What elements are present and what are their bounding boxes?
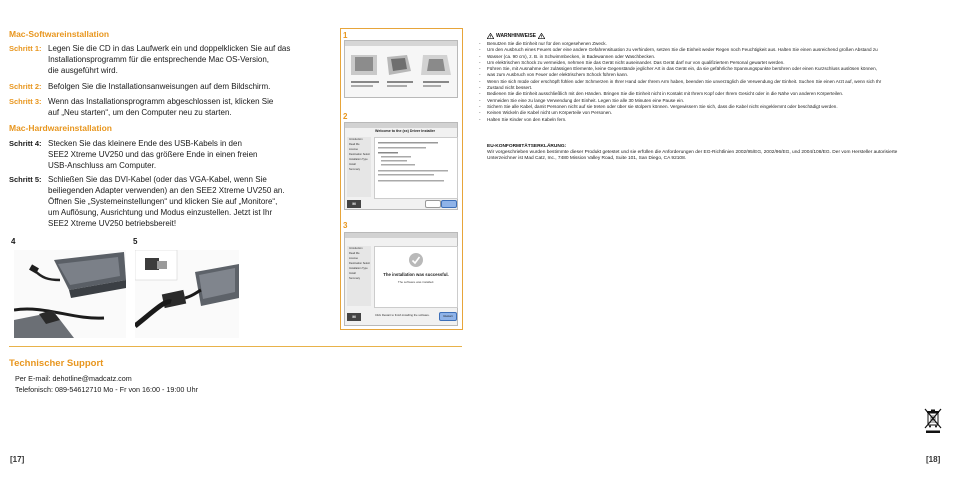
step-1-line: Legen Sie die CD in das Laufwerk ein und doppelklicken Sie auf das [48, 44, 291, 53]
weee-bin-icon [924, 408, 942, 434]
warning-item: - Benutzen Sie die Einheit nur für den vorgesehenen Zweck. [479, 41, 919, 47]
warning-item: - Wasser (ca. 90 cm), z. B. in Schwimmbecken, in Badewannen oder Waschbecken. [479, 54, 919, 60]
warning-item: - Führen Sie, mit Ausnahme der zulässigen Elemente, keine Gegenstände jeglicher Art in das Gerät ein, da sie gefährliche Spannungspunkte berühren oder einen Kurzschluss auslösen können, [479, 66, 919, 72]
page-number-right: [18] [926, 455, 941, 464]
eu-conformity-text [487, 150, 927, 163]
page-number-left: [17] [10, 455, 25, 464]
installer-content [374, 137, 458, 199]
installer-success-content [374, 246, 458, 308]
figure-1-label: 1 [343, 31, 348, 40]
mac-software-title: Mac-Softwareinstallation [9, 29, 110, 39]
continue-button[interactable] [441, 200, 457, 208]
warning-header [487, 33, 545, 39]
package-icons [347, 51, 457, 95]
success-subtitle: The software was installed. [397, 280, 435, 284]
figure-2-label: 2 [343, 112, 348, 121]
photo-dvi-connection [135, 250, 239, 338]
warning-item: - Zustand nicht bessert. [479, 85, 919, 91]
support-divider [9, 346, 462, 347]
madcatz-logo: M [347, 200, 361, 208]
madcatz-logo: M [347, 313, 361, 321]
installer-screenshot-1 [344, 40, 458, 98]
sidebar-item: License [349, 257, 358, 260]
support-title: Technischer Support [9, 358, 104, 369]
restart-button[interactable]: Restart [439, 312, 457, 321]
sidebar-item: Installation Type [349, 158, 368, 161]
installer-welcome-title: Welcome to the (xx) Driver Installer [375, 129, 436, 133]
warning-item: - Um elektrischen Schock zu vermeiden, nehmen Sie das Gerät nicht auseinander. Das Gerät darf nur von qualifiziertem Personal gewartet werden. [479, 60, 919, 66]
step-1-text [48, 43, 298, 76]
step-4-line: USB-Anschluss am Computer. [48, 161, 157, 170]
support-phone: Telefonisch: 089-54612710 Mo - Fr von 16:00 - 19:00 Uhr [15, 385, 198, 394]
sidebar-item: Introduction [349, 138, 363, 141]
step-5-label: Schritt 5: [9, 175, 42, 184]
warning-item: - Um den Ausbruch eines Feuers oder eine andere Gefahrensituation zu verhindern, setzen Sie die Einheit weder Regen noch Feuchtigkeit aus. Halten Sie einen ausreichend großen Abstand zu [479, 47, 919, 53]
warning-item: - Vermeiden Sie eine zu lange Verwendung der Einheit. Legen Sie alle 30 Minuten eine Pause ein. [479, 98, 919, 104]
eu-conformity-title: EU-KONFORMITÄTSERKLÄRUNG: [487, 144, 567, 149]
sidebar-item: Install [349, 163, 356, 166]
sidebar-item: Install [349, 272, 356, 275]
support-email: Per E-mail: dehotline@madcatz.com [15, 374, 132, 383]
installer-screenshot-3 [344, 232, 458, 326]
step-1-line: die ausgeführt wird. [48, 66, 118, 75]
step-4-line: Stecken Sie das kleinere Ende des USB-Kabels in den [48, 139, 242, 148]
step-4-label: Schritt 4: [9, 139, 42, 148]
eu-line: Unterzeichner ist Mad Catz, Inc., 7480 Mission Valley Road, Suite 101, San Diego, CA 92108. [487, 156, 687, 162]
sidebar-item: Destination Select [349, 262, 370, 265]
installer-screenshot-2 [344, 122, 458, 210]
eu-line: Wir vorgeschrieben wurden bestimmte dieser Produkt getestet und sie erfüllen die Anforderungen der EG-Richtlinien 2002/95/EG, 2002/96/EG, und 2004/108/EG. Der vom Hersteller autorisierte [487, 150, 898, 155]
sidebar-item: Destination Select [349, 153, 370, 156]
step-3-line: auf „Neu starten“, um den Computer neu zu starten. [48, 108, 232, 117]
warning-list [479, 41, 919, 123]
step-4-line: SEE2 Xtreme UV250 und das größere Ende in einen freien [48, 150, 258, 159]
step-5-line: SEE2 Xtreme UV250 betriebsbereit! [48, 219, 177, 228]
step-1-line: Installationsprogramm für die entsprechende Mac OS-Version, [48, 55, 269, 64]
step-3-text [48, 96, 298, 118]
warning-item: - Wenn Sie sich müde oder erschöpft fühlen oder Schmerzen in Ihrer Hand oder Ihrem Arm haben, beenden Sie unverzüglich die Verwendung der Einheit. Suchen Sie einen Arzt auf, wenn sich Ihr [479, 79, 919, 85]
sidebar-item: Installation Type [349, 267, 368, 270]
figure-3-label: 3 [343, 221, 348, 230]
warning-item: - Keinen Wickeln die Kabel nicht um Körperteile von Personen. [479, 110, 919, 116]
photo-5-label: 5 [133, 237, 138, 246]
photo-4-label: 4 [11, 237, 16, 246]
warning-triangle-icon [538, 33, 545, 39]
warning-title: WARNHINWEISE [496, 33, 536, 39]
success-title: The installation was successful. [383, 272, 449, 277]
step-1-label: Schritt 1: [9, 44, 42, 53]
step-5-line: Öffnen Sie „Systemeinstellungen“ und klicken Sie auf „Monitore“, [48, 197, 278, 206]
step-2-text [48, 81, 298, 92]
sidebar-item: Read Me [349, 252, 360, 255]
step-4-text [48, 138, 298, 171]
step-2-label: Schritt 2: [9, 82, 42, 91]
sidebar-item: Introduction [349, 247, 363, 250]
warning-item: - Sichern Sie alle Kabel, damit Personen nicht auf sie treten oder über sie stolpern können. Vergewissern Sie sich, dass die Kabel nicht eingeklemmt oder beschädigt werden. [479, 104, 919, 110]
go-back-button[interactable] [425, 200, 441, 208]
installer-sidebar [347, 137, 371, 197]
step-3-label: Schritt 3: [9, 97, 42, 106]
step-5-text [48, 174, 303, 229]
step-5-line: beiliegenden Adapter verwenden) an den SEE2 Xtreme UV250 an. [48, 186, 285, 195]
step-5-line: Schließen Sie das DVI-Kabel (oder das VGA-Kabel, wenn Sie [48, 175, 267, 184]
step-5-line: um Auflösung, Ausrichtung und Modus einzustellen. Jetzt ist Ihr [48, 208, 273, 217]
checkmark-icon [409, 253, 423, 267]
sidebar-item: Summary [349, 277, 361, 280]
installer-sidebar [347, 246, 371, 306]
sidebar-item: Read Me [349, 143, 360, 146]
restart-hint: Click Restart to finish installing the software. [375, 313, 430, 317]
warning-item: - was zum Ausbruch von Feuer oder elektrischem Schock führen kann. [479, 72, 919, 78]
warning-item: - Bedienen Sie die Einheit ausschließlich mit den Händen. Bringen Sie die Einheit nicht in Kontakt mit Ihrem Kopf oder Ihrem Gesicht oder in die Nähe von anderen Körperteilen. [479, 91, 919, 97]
sidebar-item: Summary [349, 168, 361, 171]
step-3-line: Wenn das Installationsprogramm abgeschlossen ist, klicken Sie [48, 97, 274, 106]
warning-triangle-icon [487, 33, 494, 39]
warning-item: - Halten Sie Kinder von den Kabeln fern. [479, 117, 919, 123]
mac-hardware-title: Mac-Hardwareinstallation [9, 123, 112, 133]
photo-usb-connection [14, 250, 126, 338]
sidebar-item: License [349, 148, 358, 151]
step-2-line: Befolgen Sie die Installationsanweisungen auf dem Bildschirm. [48, 82, 271, 91]
